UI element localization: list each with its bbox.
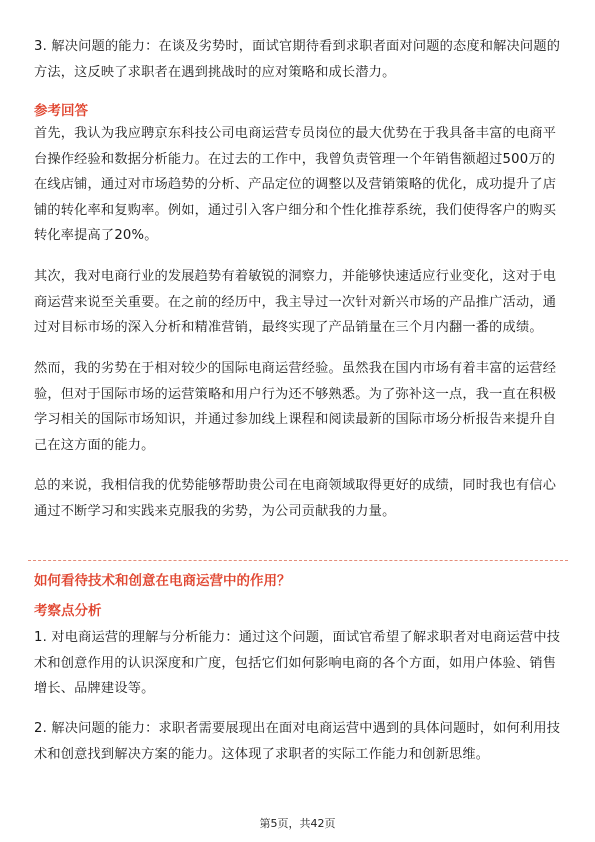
section-divider bbox=[28, 560, 568, 561]
point-3-problem-solving: 3. 解决问题的能力：在谈及劣势时，面试官期待看到求职者面对问题的态度和解决问题的方法，这反映了求职者在遇到挑战时的应对策略和成长潜力。 bbox=[34, 39, 561, 80]
answer-paragraph-3: 然而，我的劣势在于相对较少的国际电商运营经验。虽然我在国内市场有着丰富的运营经验，但对于国际市场的运营策略和用户行为还不够熟悉。为了弥补这一点，我一直在积极学习相关的国际市场知识，并通过参加线上课程和阅读最新的国际市场分析报告来提升自己在这方面的能力。 bbox=[34, 361, 557, 453]
analysis-item-1: 1. 对电商运营的理解与分析能力：通过这个问题，面试官希望了解求职者对电商运营中技术和创意作用的认识深度和广度，包括它们如何影响电商的各个方面，如用户体验、销售增长、品牌建设等。 bbox=[34, 630, 561, 696]
analysis-item-2: 2. 解决问题的能力：求职者需要展现出在面对电商运营中遇到的具体问题时，如何利用技术和创意找到解决方案的能力。这体现了求职者的实际工作能力和创新思维。 bbox=[34, 721, 561, 762]
answer-paragraph-2: 其次，我对电商行业的发展趋势有着敏锐的洞察力，并能够快速适应行业变化，这对于电商运营来说至关重要。在之前的经历中，我主导过一次针对新兴市场的产品推广活动，通过对目标市场的深入分析和精准营销，最终实现了产品销量在三个月内翻一番的成绩。 bbox=[34, 269, 557, 335]
reference-answer-heading: 参考回答 bbox=[34, 103, 88, 119]
answer-paragraph-4: 总的来说，我相信我的优势能够帮助贵公司在电商领域取得更好的成绩，同时我也有信心通过不断学习和实践来克服我的劣势，为公司贡献我的力量。 bbox=[34, 478, 557, 519]
page-number: 第5页，共42页 bbox=[259, 817, 336, 830]
answer-paragraph-1: 首先，我认为我应聘京东科技公司电商运营专员岗位的最大优势在于我具备丰富的电商平台操作经验和数据分析能力。在过去的工作中，我曾负责管理一个年销售额超过500万的在线店铺，通过对市场趋势的分析、产品定位的调整以及营销策略的优化，成功提升了店铺的转化率和复购率。例如，通过引入客户细分和个性化推荐系统，我们使得客户的购买转化率提高了20%。 bbox=[34, 126, 557, 243]
analysis-heading: 考察点分析 bbox=[34, 603, 102, 619]
question-heading: 如何看待技术和创意在电商运营中的作用？ bbox=[34, 573, 291, 589]
